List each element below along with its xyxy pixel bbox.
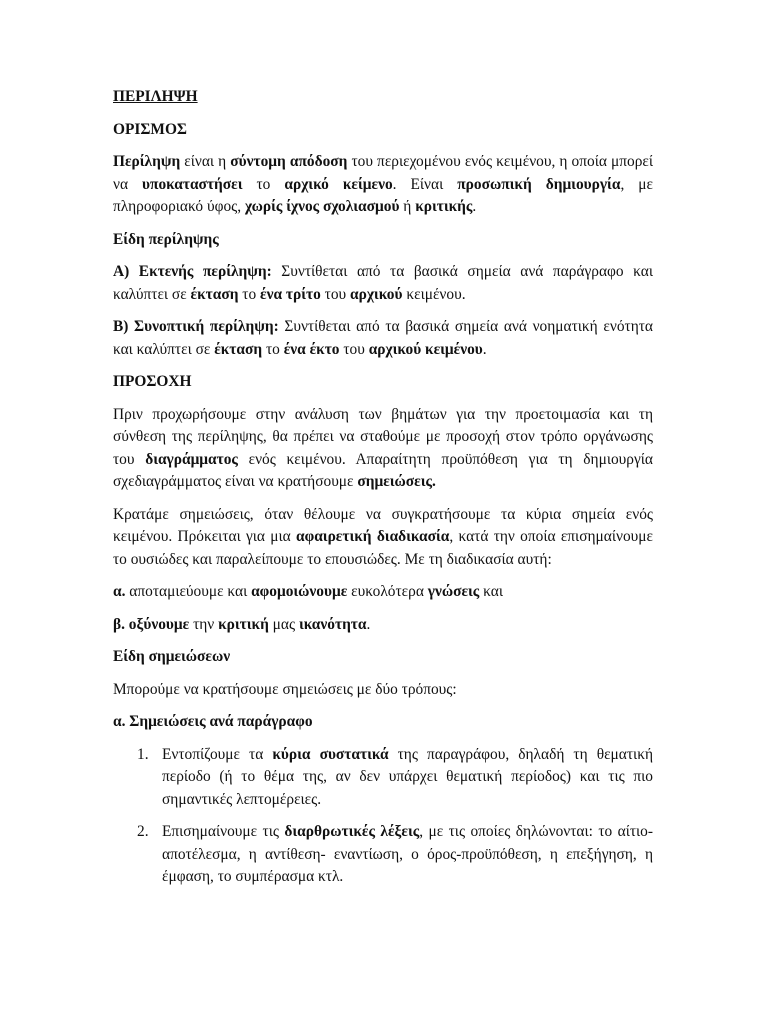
text-run: , κατά την οποία επισημαίνουμε το ουσιώδες και παραλείπουμε το επουσιώδες. Με τη διαδικασία αυτή: [113, 528, 653, 568]
bold-text-run: διαρθρωτικές λέξεις [284, 823, 420, 840]
text-run: αποταμιεύουμε και [125, 583, 252, 600]
notes-intro-paragraph [113, 504, 653, 572]
text-run: του περιεχομένου ενός κειμένου, η οποία μπορεί να [113, 153, 654, 193]
list-item [113, 821, 653, 889]
bold-text-run: Α) Εκτενής περίληψη: [113, 263, 272, 280]
bold-text-run: σημειώσεις. [357, 473, 436, 490]
type-a-paragraph [113, 261, 653, 306]
bold-text-run: αφαιρετική διαδικασία [296, 528, 450, 545]
bold-text-run: β. οξύνουμε [113, 615, 190, 633]
bold-text-run: ένα τρίτο [260, 285, 321, 303]
bold-text-run: έκταση [214, 340, 263, 358]
text-run: μας [268, 615, 299, 633]
list-item-text [162, 823, 653, 885]
bold-text-run: κριτική [218, 615, 269, 633]
text-run: ή [399, 198, 416, 215]
definition-heading: ΟΡΙΣΜΟΣ [113, 120, 187, 138]
text-run: , με πληροφοριακό ύφος, [113, 175, 654, 215]
text-run: του [320, 285, 350, 303]
document-page [113, 86, 653, 899]
list-number: 2. [137, 823, 149, 840]
text-run: Εντοπίζουμε τα [162, 745, 273, 763]
bold-text-run: κύρια συστατικά [272, 745, 389, 763]
benefit-b-line [113, 614, 653, 637]
text-run: Πριν προχωρήσουμε στην ανάλυση των βημάτων για την προετοιμασία και τη σύνθεση της περίληψης, θα πρέπει να σταθούμε με προσοχή στον τρόπο οργάνωσης του [113, 405, 653, 468]
bold-text-run: κριτικής [415, 198, 473, 215]
list-number: 1. [137, 745, 149, 763]
text-run: , με τις οποίες δηλώνονται: το αίτιο-αποτέλεσμα, η αντίθεση- εναντίωση, ο όρος-προϋπόθεση, η επεξήγηση, η έμφαση, το συμπέρασμα κτλ. [162, 823, 653, 885]
definition-paragraph [113, 151, 653, 219]
text-run: το [242, 175, 285, 193]
text-run: το [262, 340, 284, 358]
list-item-text [162, 746, 653, 808]
bold-text-run: αρχικού [350, 285, 403, 303]
text-run: κειμένου. [402, 285, 466, 303]
text-run: της παραγράφου, δηλαδή τη θεματική περίοδο (ή το θέμα της, αν δεν υπάρχει θεματική περίοδος) και τις πιο σημαντικές λεπτομέρειες. [162, 745, 654, 808]
bold-text-run: έκταση [190, 285, 239, 303]
text-run: ενός κειμένου. Απαραίτητη προϋπόθεση για τη δημιουργία σχεδιαγράμματος είναι να κρατήσουμε [113, 450, 653, 490]
bold-text-run: υποκαταστήσει [142, 175, 243, 193]
text-run: . [366, 615, 371, 633]
bold-text-run: Β) Συνοπτική περίληψη: [113, 318, 279, 335]
text-run: . [482, 340, 487, 358]
notes-types-heading: Είδη σημειώσεων [113, 648, 231, 665]
list-item [113, 744, 653, 812]
text-run: το [238, 285, 261, 303]
text-run: είναι η [180, 153, 231, 170]
text-run: του [339, 340, 369, 358]
text-run: την [189, 615, 219, 633]
bold-text-run: διαγράμματος [145, 450, 238, 468]
attention-heading: ΠΡΟΣΟΧΗ [113, 373, 192, 390]
text-run: Συντίθεται από τα βασικά σημεία ανά παράγραφο και καλύπτει σε [113, 263, 653, 303]
steps-list [113, 744, 653, 889]
types-heading: Είδη περίληψης [113, 230, 219, 248]
bold-text-run: αρχικό κείμενο [284, 175, 393, 193]
attention-paragraph [113, 404, 653, 494]
document-title: ΠΕΡΙΛΗΨΗ [113, 88, 198, 105]
text-run: Συντίθεται από τα βασικά σημεία ανά νοηματική ενότητα και καλύπτει σε [113, 318, 653, 358]
bold-text-run: γνώσεις [427, 583, 480, 600]
bold-text-run: σύντομη απόδοση [230, 153, 348, 170]
text-run: . [472, 198, 477, 215]
text-run: Επισημαίνουμε τις [162, 823, 285, 840]
bold-text-run: ικανότητα [298, 615, 367, 633]
bold-text-run: χωρίς ίχνος σχολιασμού [244, 198, 400, 215]
bold-text-run: α. [113, 583, 126, 600]
method-a-heading: α. Σημειώσεις ανά παράγραφο [113, 713, 313, 730]
bold-text-run: προσωπική δημιουργία [457, 175, 621, 193]
text-run: και [479, 583, 503, 600]
bold-text-run: ένα έκτο [283, 340, 340, 358]
notes-ways-line: Μπορούμε να κρατήσουμε σημειώσεις με δύο τρόπους: [113, 680, 457, 698]
type-b-paragraph [113, 316, 653, 361]
text-run: . Είναι [392, 175, 458, 193]
bold-text-run: αφομοιώνουμε [251, 583, 348, 600]
benefit-a-line [113, 581, 653, 604]
text-run: Κρατάμε σημειώσεις, όταν θέλουμε να συγκρατήσουμε τα κύρια σημεία ενός κειμένου. Πρόκειται για μια [113, 505, 653, 545]
bold-text-run: αρχικού κειμένου [368, 340, 483, 358]
text-run: ευκολότερα [347, 583, 428, 600]
bold-text-run: Περίληψη [113, 153, 181, 170]
